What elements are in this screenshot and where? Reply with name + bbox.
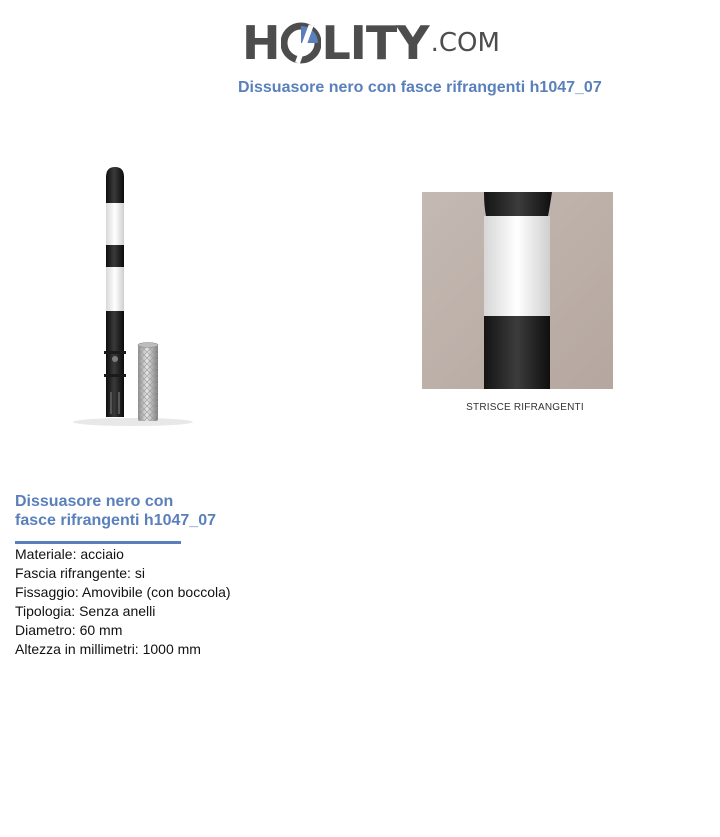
reflective-band-closeup-image: [422, 192, 613, 389]
logo-tld: .COM: [430, 28, 500, 58]
site-logo[interactable]: [242, 10, 500, 70]
product-title-line1: Dissuasore nero con: [15, 493, 174, 510]
bollard-product-image: [18, 160, 244, 435]
page-title: Dissuasore nero con fasce rifrangenti h1047_07: [238, 79, 602, 96]
logo-text-end: LITY: [321, 16, 429, 70]
title-divider: [15, 541, 181, 544]
logo-text-start: H: [242, 16, 280, 70]
spec-item: Fascia rifrangente: si: [15, 565, 145, 581]
spec-item: Fissaggio: Amovibile (con boccola): [15, 584, 231, 600]
spec-item: Materiale: acciaio: [15, 546, 124, 562]
logo-o-mark-icon: [281, 21, 321, 65]
product-title: [15, 492, 275, 530]
spec-item: Diametro: 60 mm: [15, 622, 123, 638]
spec-item: Altezza in millimetri: 1000 mm: [15, 641, 201, 657]
spec-list: [15, 545, 231, 659]
spec-item: Tipologia: Senza anelli: [15, 603, 156, 619]
image-caption: STRISCE RIFRANGENTI: [466, 402, 584, 413]
product-title-line2: fasce rifrangenti h1047_07: [15, 512, 216, 529]
